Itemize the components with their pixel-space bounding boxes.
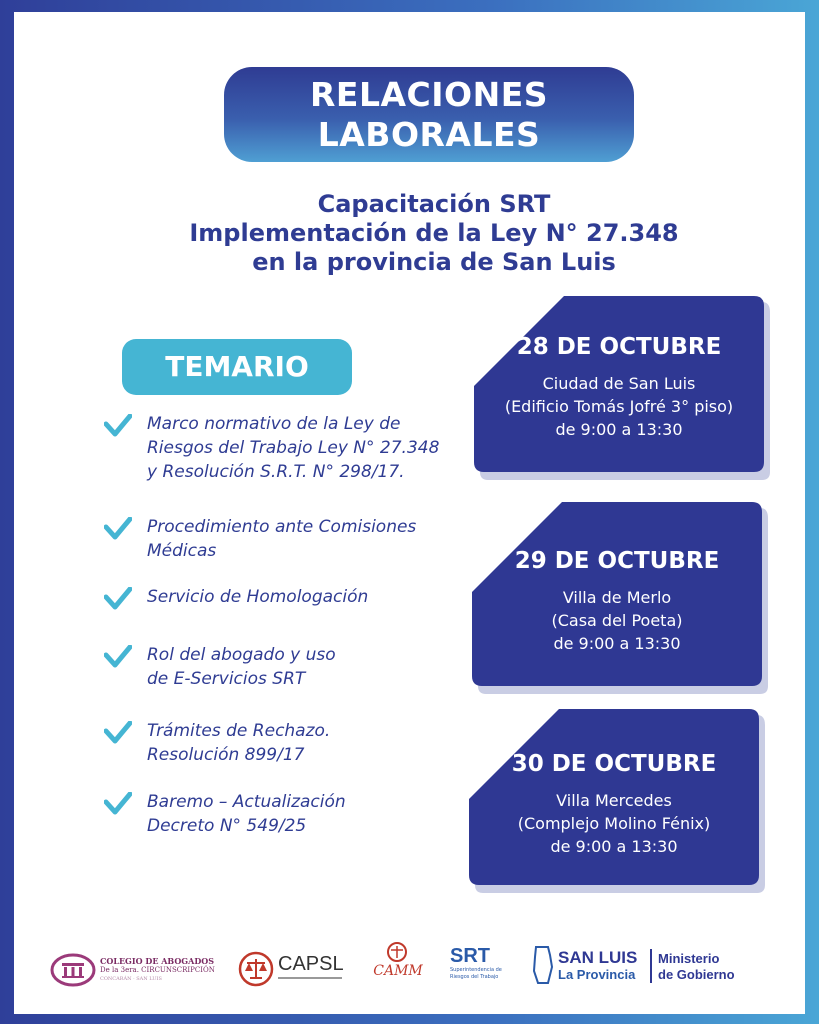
topic-line: Médicas	[147, 541, 217, 561]
date-place: Villa Mercedes	[556, 791, 672, 810]
capsl-logo	[238, 947, 350, 991]
date-day: 29 DE OCTUBRE	[514, 548, 720, 574]
date-day: 28 DE OCTUBRE	[516, 334, 722, 360]
topic-line: Servicio de Homologación	[147, 587, 369, 607]
topic-line: de E-Servicios SRT	[147, 669, 306, 689]
topic-item	[104, 515, 464, 563]
topic-item	[104, 412, 464, 484]
colegio-abogados-logo	[50, 951, 240, 991]
date-card	[469, 709, 759, 885]
date-venue: (Complejo Molino Fénix)	[517, 814, 711, 833]
province-map-icon	[532, 945, 554, 985]
topic-line: Rol del abogado y uso	[147, 645, 336, 665]
topic-line: Procedimiento ante Comisiones	[147, 517, 417, 537]
topic-line: Trámites de Rechazo.	[147, 721, 331, 741]
check-icon	[104, 721, 132, 745]
flyer-card	[14, 12, 805, 1014]
ministerio-line-1: Ministerio	[658, 951, 720, 966]
topic-line: Decreto N° 549/25	[147, 816, 307, 836]
camm-text: CAMM	[373, 963, 423, 979]
topic-line: Marco normativo de la Ley de	[147, 414, 401, 434]
srt-logo	[450, 945, 522, 991]
check-icon	[104, 414, 132, 438]
capsl-text: CAPSL	[278, 953, 344, 975]
check-icon	[104, 517, 132, 541]
sponsor-logos	[14, 937, 805, 997]
date-card	[474, 296, 764, 472]
title-banner	[224, 67, 634, 162]
check-icon	[104, 792, 132, 816]
san-luis-gobierno-logo	[532, 943, 762, 991]
date-time: de 9:00 a 13:30	[553, 634, 681, 653]
topic-line: Baremo – Actualización	[147, 792, 346, 812]
date-venue: (Casa del Poeta)	[551, 611, 683, 630]
subtitle-line-1: Capacitación SRT	[317, 190, 551, 218]
colegio-line-2: De la 3era. CIRCUNSCRIPCIÓN	[100, 966, 215, 974]
srt-text: SRT	[450, 945, 490, 967]
topic-line: Riesgos del Trabajo Ley N° 27.348	[147, 438, 440, 458]
date-place: Villa de Merlo	[562, 588, 672, 607]
date-venue: (Edificio Tomás Jofré 3° piso)	[504, 397, 734, 416]
topic-item	[104, 585, 464, 609]
camm-logo	[370, 941, 426, 991]
colegio-line-3: CONCARÁN · SAN LUIS	[100, 976, 162, 982]
srt-subtext: Superintendencia de Riesgos del Trabajo	[450, 967, 502, 980]
temario-label: TEMARIO	[122, 339, 352, 395]
scales-icon	[238, 951, 274, 987]
topic-item	[104, 719, 464, 767]
topic-item	[104, 790, 464, 838]
colegio-line-1: COLEGIO DE ABOGADOS	[100, 956, 215, 966]
divider	[278, 977, 342, 979]
ministerio-line-2: de Gobierno	[658, 967, 735, 982]
divider	[650, 949, 652, 983]
san-luis-text: SAN LUIS	[558, 948, 638, 967]
topic-line: y Resolución S.R.T. N° 298/17.	[147, 462, 405, 482]
check-icon	[104, 645, 132, 669]
check-icon	[104, 587, 132, 611]
date-time: de 9:00 a 13:30	[550, 837, 678, 856]
subtitle-line-2: Implementación de la Ley N° 27.348	[189, 219, 679, 247]
date-place: Ciudad de San Luis	[542, 374, 696, 393]
date-time: de 9:00 a 13:30	[555, 420, 683, 439]
topic-item	[104, 643, 464, 691]
date-day: 30 DE OCTUBRE	[511, 751, 717, 777]
title-line-2: LABORALES	[317, 115, 541, 154]
topic-line: Resolución 899/17	[147, 745, 305, 765]
date-card	[472, 502, 762, 686]
subtitle	[114, 190, 754, 277]
emblem-icon	[386, 941, 408, 963]
temple-icon	[50, 953, 96, 987]
title-line-1: RELACIONES	[310, 75, 548, 114]
subtitle-line-3: en la provincia de San Luis	[252, 248, 616, 276]
la-provincia-text: La Provincia	[558, 967, 636, 982]
